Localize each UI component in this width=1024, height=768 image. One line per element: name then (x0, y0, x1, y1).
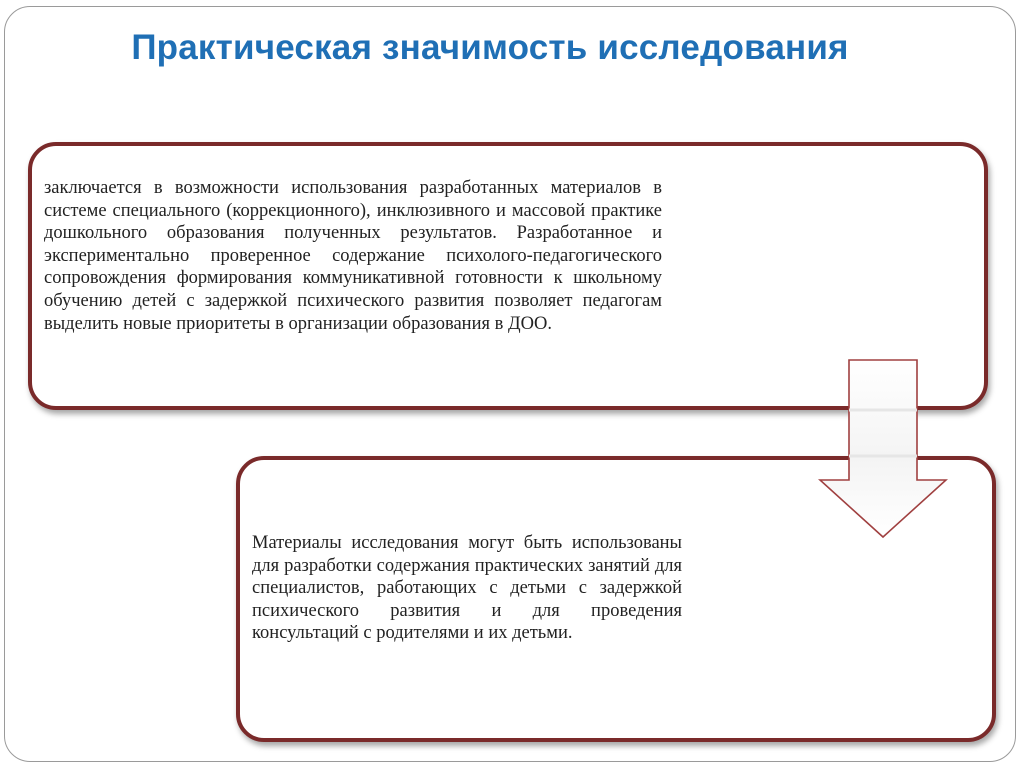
down-arrow-icon (818, 358, 948, 540)
practical-significance-text: заключается в возможности использования разработанных материалов в системе специального (коррекционного), инклюзивного и массовой практике дошкольного образования полученных результатов. Разработанное и экспериментально проверенное содержание психолого-педагогического сопровождения формирования коммуникативной готовности к школьному обучению детей с задержкой психического развития позволяет педагогам выделить новые приоритеты в организации образования в ДОО. (44, 178, 662, 334)
slide-title: Практическая значимость исследования (131, 28, 849, 67)
materials-usage-text: Материалы исследования могут быть использованы для разработки содержания практических занятий для специалистов, работающих с детьми с задержкой психического развития и для проведения консультаций с родителями и их детьми. (252, 533, 682, 644)
